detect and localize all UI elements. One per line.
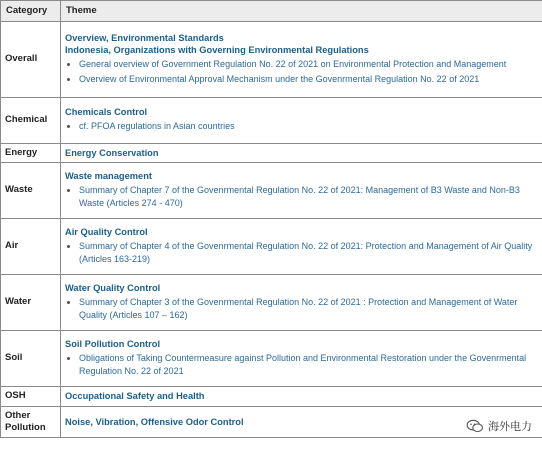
table-row xyxy=(1,219,542,275)
theme-title-link[interactable]: Energy Conservation xyxy=(65,147,159,158)
theme-cell xyxy=(61,163,542,219)
table-row xyxy=(1,22,542,98)
theme-cell xyxy=(61,219,542,275)
category-cell: Soil xyxy=(1,331,61,387)
category-cell: Overall xyxy=(1,22,61,98)
table-row xyxy=(1,98,542,144)
theme-cell xyxy=(61,275,542,331)
theme-item-list xyxy=(65,352,538,376)
theme-item-list xyxy=(65,120,538,132)
theme-item-link[interactable]: • Summary of Chapter 7 of the Govenrmental Regulation No. 22 of 2021: Management of B3 Waste and Non-B3 Waste (Articles 274 - 470) xyxy=(79,184,538,208)
theme-item-list xyxy=(65,58,538,84)
watermark xyxy=(466,418,532,434)
theme-title-link[interactable]: Chemicals Control xyxy=(65,107,148,118)
theme-item-link[interactable]: • Summary of Chapter 3 of the Govenrmental Regulation No. 22 of 2021 : Protection and Management of Water Quality (Articles 107 – 162) xyxy=(79,296,538,320)
table-row xyxy=(1,331,542,387)
theme-item-link[interactable]: • Obligations of Taking Countermeasure against Pollution and Environmental Restoration under the Govenrmental Regulation No. 22 of 2021 xyxy=(79,352,538,376)
category-cell: Chemical xyxy=(1,98,61,144)
header-category: Category xyxy=(1,1,61,22)
table-row xyxy=(1,275,542,331)
category-cell: OSH xyxy=(1,387,61,407)
theme-title-link[interactable]: Soil Pollution Control xyxy=(65,339,161,350)
table-row xyxy=(1,144,542,163)
theme-item-list xyxy=(65,296,538,320)
theme-title-link[interactable]: Waste management xyxy=(65,171,152,182)
theme-cell xyxy=(61,387,542,407)
theme-item-list xyxy=(65,184,538,208)
theme-title-link[interactable]: Water Quality Control xyxy=(65,283,161,294)
wechat-icon xyxy=(466,419,484,433)
theme-item-list xyxy=(65,240,538,264)
theme-cell xyxy=(61,22,542,98)
theme-item-link[interactable]: • Summary of Chapter 4 of the Govenrmental Regulation No. 22 of 2021: Protection and Management of Air Quality (Articles 163-219) xyxy=(79,240,538,264)
theme-title-link[interactable]: Occupational Safety and Health xyxy=(65,391,205,402)
category-cell: Air xyxy=(1,219,61,275)
category-cell: Water xyxy=(1,275,61,331)
category-cell: Energy xyxy=(1,144,61,163)
theme-cell xyxy=(61,98,542,144)
theme-cell xyxy=(61,331,542,387)
theme-item-link[interactable]: • General overview of Government Regulation No. 22 of 2021 on Environmental Protection and Management xyxy=(79,58,538,70)
theme-item-link[interactable]: • cf. PFOA regulations in Asian countries xyxy=(79,120,538,132)
table-row xyxy=(1,387,542,407)
table-header-row xyxy=(1,1,542,22)
theme-cell xyxy=(61,144,542,163)
theme-title-link[interactable]: Noise, Vibration, Offensive Odor Control xyxy=(65,416,244,427)
table-body xyxy=(1,22,542,438)
theme-title-link[interactable]: Indonesia, Organizations with Governing Environmental Regulations xyxy=(65,45,369,56)
theme-title-link[interactable]: Overview, Environmental Standards xyxy=(65,33,224,44)
category-cell: Waste xyxy=(1,163,61,219)
theme-title-link[interactable]: Air Quality Control xyxy=(65,227,148,238)
table-row xyxy=(1,163,542,219)
table-row xyxy=(1,407,542,438)
theme-item-link[interactable]: • Overview of Environmental Approval Mechanism under the Govenrmental Regulation No. 22 of 2021 xyxy=(79,73,538,85)
watermark-text: 海外电力 xyxy=(488,421,532,433)
category-cell: Other Pollution xyxy=(1,407,61,438)
header-theme: Theme xyxy=(61,1,542,22)
